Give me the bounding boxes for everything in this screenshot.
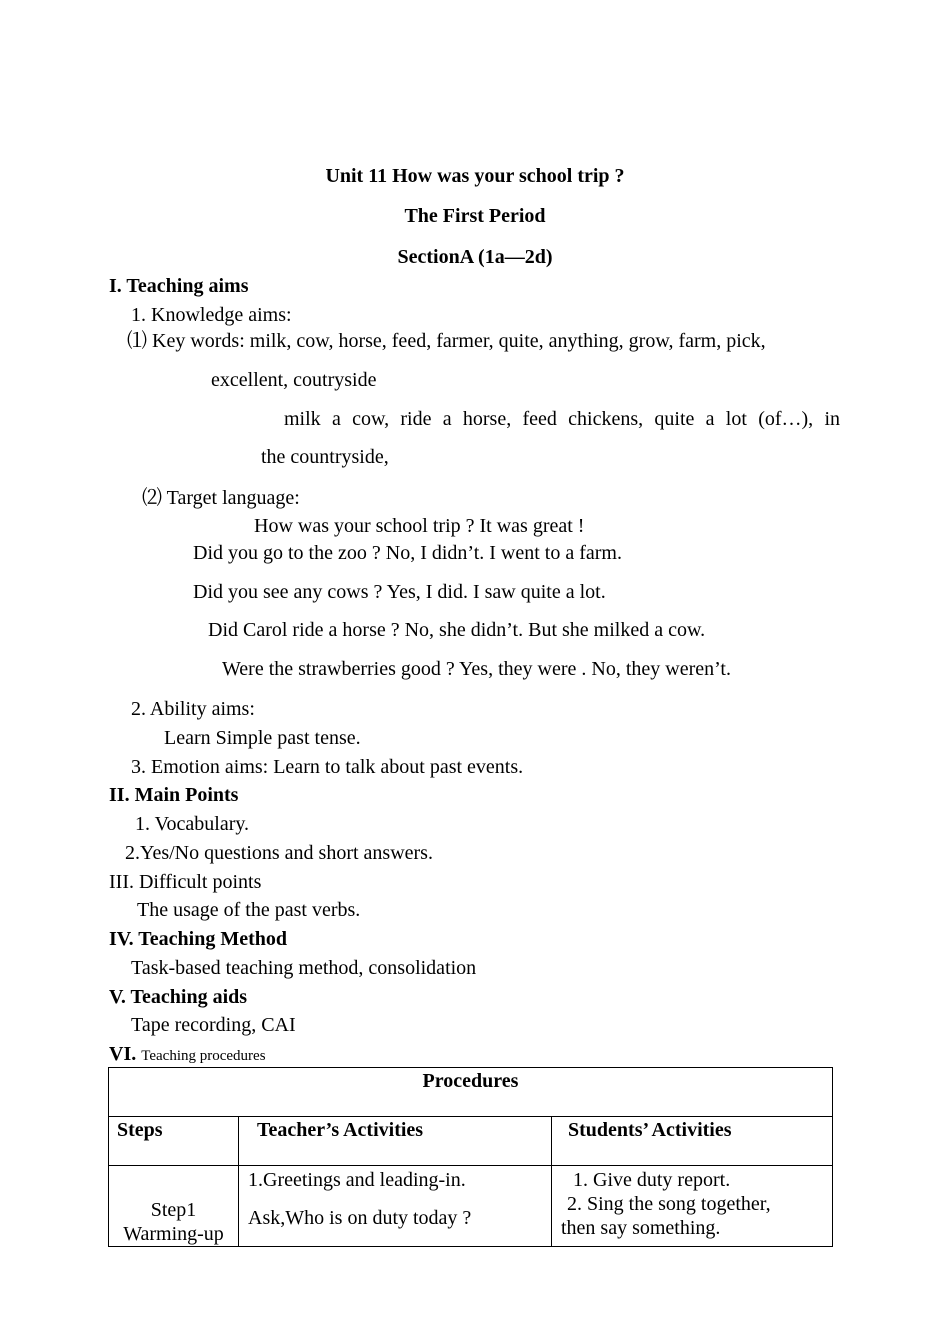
ability-aims-text: Learn Simple past tense. xyxy=(164,727,361,749)
table-header-row xyxy=(109,1117,833,1166)
students-activities-cell xyxy=(552,1166,833,1247)
teacher-activities-cell xyxy=(239,1166,552,1247)
period-title: The First Period xyxy=(404,205,546,227)
target-sentence: Did you go to the zoo ? No, I didn’t. I went to a farm. xyxy=(193,542,622,564)
column-header-steps: Steps xyxy=(109,1117,239,1166)
procedures-table xyxy=(108,1067,833,1247)
target-sentence: How was your school trip ? It was great ! xyxy=(254,515,585,537)
target-language-heading: ⑵ Target language: xyxy=(142,487,300,509)
teaching-aids-text: Tape recording, CAI xyxy=(131,1014,296,1036)
step-number: Step1 xyxy=(150,1199,197,1221)
target-sentence: Did you see any cows ? Yes, I did. I saw quite a lot. xyxy=(193,581,606,603)
target-sentence: Did Carol ride a horse ? No, she didn’t. But she milked a cow. xyxy=(208,619,706,641)
step-cell xyxy=(109,1166,239,1247)
teacher-activity: Ask,Who is on duty today ? xyxy=(248,1207,472,1229)
difficult-points-heading: III. Difficult points xyxy=(109,871,262,893)
knowledge-aims-heading: 1. Knowledge aims: xyxy=(131,304,292,326)
section-title: SectionA (1a—2d) xyxy=(397,246,553,268)
table-title: Procedures xyxy=(109,1068,833,1117)
teaching-aims-heading: I. Teaching aims xyxy=(109,275,249,297)
table-row xyxy=(109,1166,833,1247)
key-words-line-2: excellent, coutryside xyxy=(211,369,377,391)
teaching-method-heading: IV. Teaching Method xyxy=(109,928,288,950)
column-header-teacher: Teacher’s Activities xyxy=(239,1117,552,1166)
teaching-method-text: Task-based teaching method, consolidation xyxy=(131,957,477,979)
key-words-line: ⑴ Key words: milk, cow, horse, feed, farmer, quite, anything, grow, farm, pick, xyxy=(127,330,766,352)
teacher-activity: 1.Greetings and leading-in. xyxy=(248,1169,466,1191)
table-title-row xyxy=(109,1068,833,1117)
main-points-heading: II. Main Points xyxy=(109,784,239,806)
target-sentence: Were the strawberries good ? Yes, they were . No, they weren’t. xyxy=(222,658,731,680)
student-activity: then say something. xyxy=(561,1217,721,1239)
ability-aims-heading: 2. Ability aims: xyxy=(131,698,255,720)
emotion-aims-line: 3. Emotion aims: Learn to talk about past events. xyxy=(131,756,524,778)
difficult-points-text: The usage of the past verbs. xyxy=(137,899,361,921)
procedures-heading-text: Teaching procedures xyxy=(141,1048,266,1064)
student-activity: 1. Give duty report. xyxy=(573,1169,731,1191)
step-name: Warming-up xyxy=(123,1223,224,1245)
procedures-heading xyxy=(109,1042,266,1068)
main-point-item: 1. Vocabulary. xyxy=(135,813,250,835)
column-header-students: Students’ Activities xyxy=(552,1117,833,1166)
teaching-aids-heading: V. Teaching aids xyxy=(109,986,248,1008)
procedures-heading-number: VI. xyxy=(109,1043,137,1065)
main-point-item: 2.Yes/No questions and short answers. xyxy=(125,842,433,864)
phrases-line-2: the countryside, xyxy=(261,446,389,468)
document-title: Unit 11 How was your school trip ? xyxy=(325,165,625,187)
phrases-line: milk a cow, ride a horse, feed chickens, quite a lot (of…), in xyxy=(284,408,840,430)
student-activity: 2. Sing the song together, xyxy=(567,1193,771,1215)
